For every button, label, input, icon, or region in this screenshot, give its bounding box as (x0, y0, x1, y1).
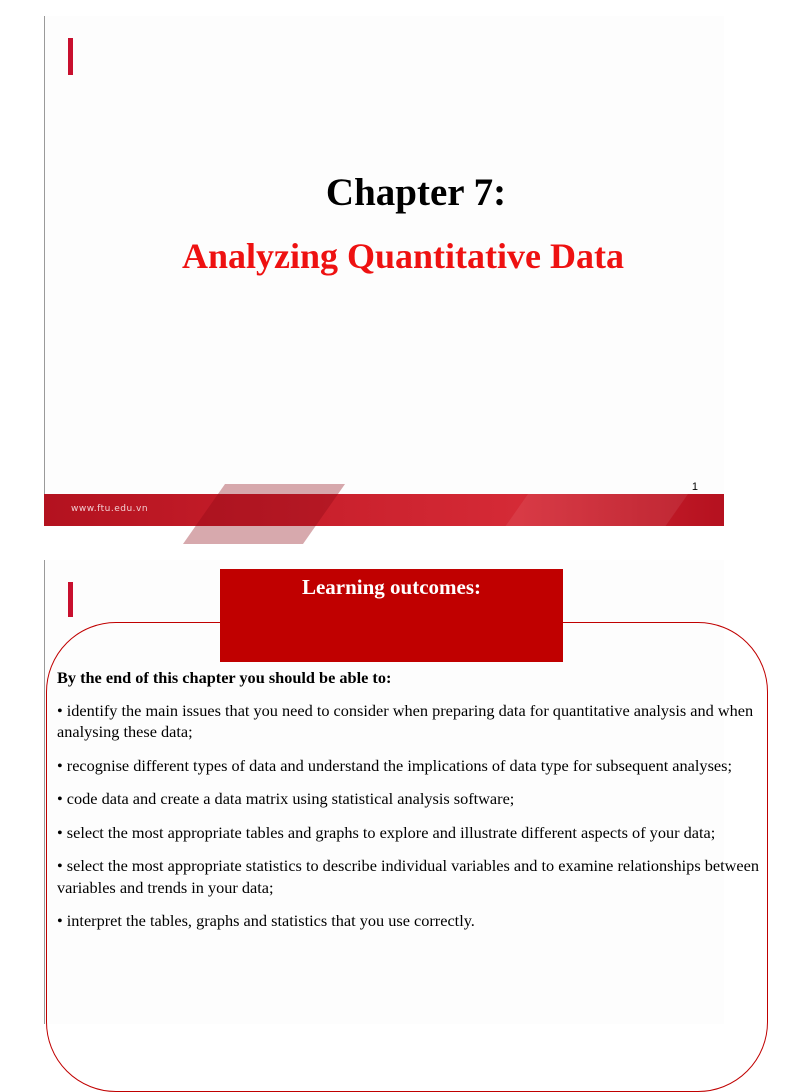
slide-1 (44, 16, 724, 526)
red-accent-mark (68, 38, 73, 75)
chapter-title: Chapter 7: (325, 171, 507, 214)
chapter-subtitle: Analyzing Quantitative Data (181, 236, 624, 276)
banner-title: Learning outcomes: (301, 575, 482, 599)
slide-2 (44, 560, 759, 1024)
outcome-item: • code data and create a data matrix using statistical analysis software; (57, 789, 515, 808)
outcome-item: • interpret the tables, graphs and statistics that you use correctly. (57, 911, 475, 930)
page-number: 1 (691, 481, 698, 493)
slide-left-border (44, 560, 45, 1024)
outcome-item: • recognise different types of data and understand the implications of data type for subsequent analyses; (57, 755, 732, 775)
learning-outcomes-banner (220, 569, 563, 662)
outcomes-content (57, 667, 772, 944)
red-accent-mark (68, 582, 73, 617)
outcome-item: • identify the main issues that you need to consider when preparing data for quantitative analysis and when analysing these data; (57, 700, 754, 741)
slide-footer-bar (44, 481, 724, 526)
outcomes-intro: By the end of this chapter you should be able to: (57, 668, 392, 687)
outcome-item: • select the most appropriate statistics to describe individual variables and to examine relationships between variables and trends in your data; (57, 856, 759, 897)
footer-url: www.ftu.edu.vn (71, 504, 149, 514)
outcome-item: • select the most appropriate tables and graphs to explore and illustrate different aspects of your data; (57, 822, 716, 842)
